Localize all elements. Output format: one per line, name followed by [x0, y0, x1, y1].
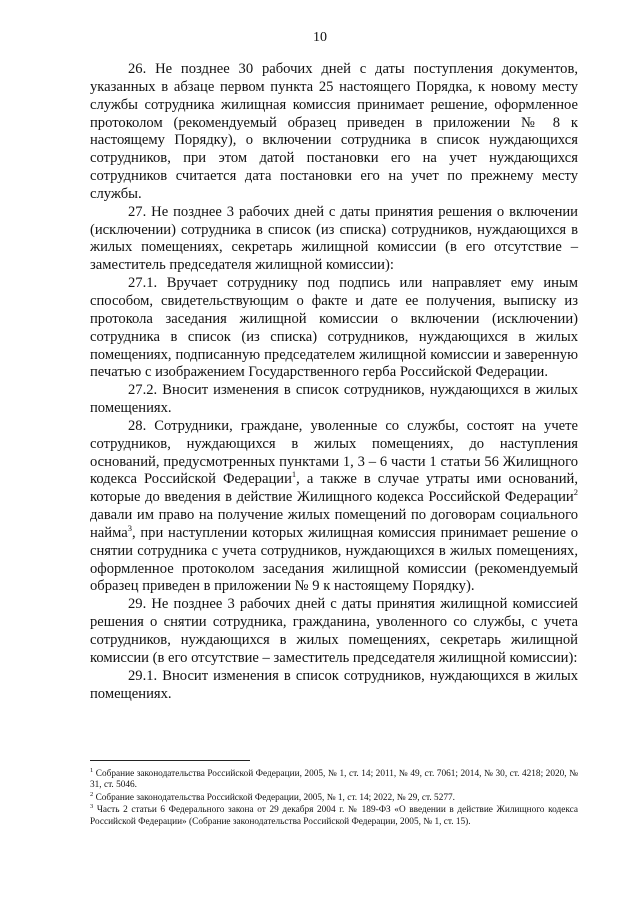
footnote-text-2: Собрание законодательства Российской Федерации, 2005, № 1, ст. 14; 2022, № 29, ст. 5277.	[93, 792, 455, 803]
footnote-ref-1[interactable]: 1	[291, 469, 297, 480]
paragraph-27-1: 27.1. Вручает сотруднику под подпись или направляет ему иным способом, свидетельствующим о факте и дате ее получения, выписку из протокола заседания жилищной комиссии о включении (исключении) сотрудника в список (из списка) сотрудников, нуждающихся в жилых помещениях, подписанную председателем жилищной комиссии и заверенную печатью с изображением Государственного герба Российской Федерации.	[90, 275, 578, 381]
paragraph-28-part-c: давали им право на получение жилых помещений по договорам социального найма	[90, 507, 578, 541]
document-body	[90, 61, 578, 703]
paragraph-28	[90, 418, 578, 596]
footnote-text-3: Часть 2 статьи 6 Федерального закона от 29 декабря 2004 г. № 189-ФЗ «О введении в действие Жилищного кодекса Российской Федерации» (Собрание законодательства Российской Федерации, 2005, № 1, ст. 15).	[90, 805, 578, 827]
footnote-separator	[90, 760, 250, 761]
paragraph-28-part-b: , а также в случае утраты ими оснований, которые до введения в действие Жилищного кодекса Российской Федерации	[90, 471, 578, 506]
footnote-ref-2[interactable]: 2	[573, 487, 578, 498]
paragraph-27: 27. Не позднее 3 рабочих дней с даты принятия решения о включении (исключении) сотрудника в список (из списка) сотрудников, нуждающихся в жилых помещениях, секретарь жилищной комиссии (в его отсутствие – заместитель председателя жилищной комиссии):	[90, 203, 578, 274]
paragraph-28-part-d: , при наступлении которых жилищная комиссия принимает решение о снятии сотрудника с учета сотрудников, нуждающихся в жилых помещениях, оформленное протоколом заседания жилищной комиссии (рекомендуемый образец приведен в приложении № 9 к настоящему Порядку).	[90, 524, 578, 595]
footnote-3	[90, 805, 578, 828]
footnote-mark-2: 2	[90, 790, 94, 798]
paragraph-29-1: 29.1. Вносит изменения в список сотрудников, нуждающихся в жилых помещениях.	[90, 667, 578, 702]
page-number: 10	[313, 30, 327, 45]
footnote-text-1: Собрание законодательства Российской Федерации, 2005, № 1, ст. 14; 2011, № 49, ст. 7061; 2014, № 30, ст. 4218; 2020, № 31, ст. 5046.	[90, 769, 578, 791]
footnotes	[90, 766, 578, 829]
paragraph-28-part-a: 28. Сотрудники, граждане, уволенные со службы, состоят на учете сотрудников, нуждающихся в жилых помещениях, до наступления оснований, предусмотренных пунктами 1, 3 – 6 части 1 статьи 56 Жилищного кодекса Российской Федерации	[90, 417, 578, 488]
footnote-mark-3: 3	[90, 803, 94, 811]
paragraph-26: 26. Не позднее 30 рабочих дней с даты поступления документов, указанных в абзаце первом пункта 25 настоящего Порядка, к новому месту службы сотрудника жилищная комиссия принимает решение, оформленное протоколом (рекомендуемый образец приведен в приложении № 8 к настоящему Порядку), о включении сотрудника в список нуждающихся сотрудников, при этом датой постановки его на учет нуждающихся сотрудников считается дата постановки его на учет по прежнему месту службы.	[90, 61, 578, 202]
footnote-mark-1: 1	[90, 766, 94, 774]
footnote-2	[90, 790, 578, 804]
footnote-1	[90, 766, 578, 792]
paragraph-29: 29. Не позднее 3 рабочих дней с даты принятия жилищной комиссией решения о снятии сотрудника, гражданина, уволенного со службы, с учета сотрудников, нуждающихся в жилых помещениях, секретарь жилищной комиссии (в его отсутствие – заместитель председателя жилищной комиссии):	[90, 596, 578, 666]
paragraph-27-2: 27.2. Вносит изменения в список сотрудников, нуждающихся в жилых помещениях.	[90, 382, 578, 417]
footnote-ref-3[interactable]: 3	[127, 523, 132, 534]
